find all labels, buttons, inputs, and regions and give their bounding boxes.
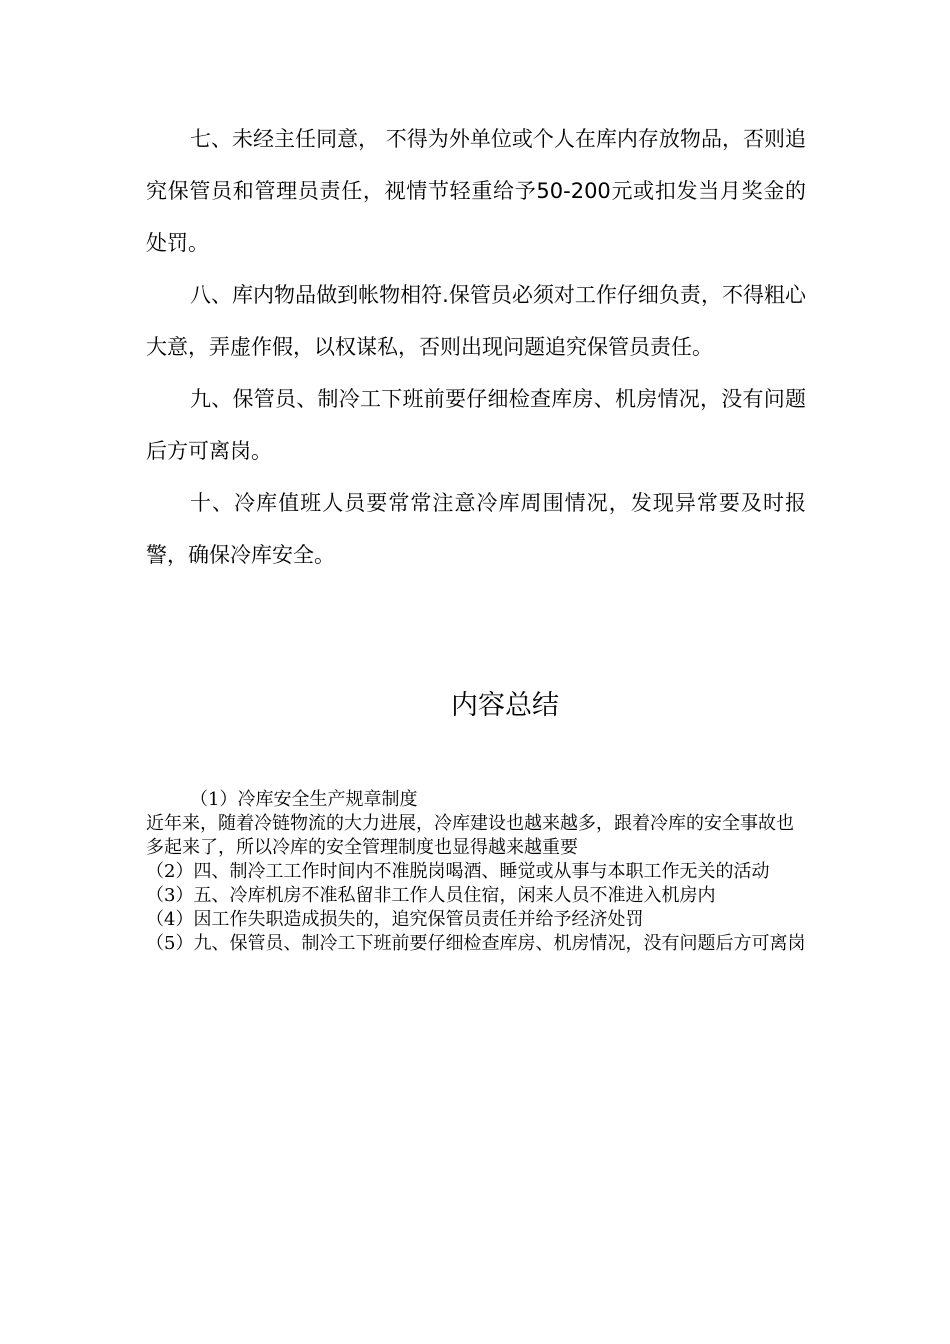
rule-paragraph-10: 十、冷库值班人员要常常注意冷库周围情况，发现异常要及时报警，确保冷库安全。 (146, 491, 806, 567)
rule-paragraph-8: 八、库内物品做到帐物相符.保管员必须对工作仔细负责，不得粗心大意，弄虚作假，以权谋私，否则出现问题追究保管员责任。 (146, 283, 806, 359)
rules-section (146, 113, 806, 581)
summary-item-3: （3）五、冷库机房不准私留非工作人员住宿，闲来人员不准进入机房内 (146, 885, 716, 906)
summary-item-4: （4）因工作失职造成损失的，追究保管员责任并给予经济处罚 (146, 909, 644, 930)
summary-intro: 近年来，随着冷链物流的大力进展，冷库建设也越来越多，跟着冷库的安全事故也多起来了，所以冷库的安全管理制度也显得越来越重要 (146, 813, 794, 858)
summary-title: 内容总结 (451, 690, 559, 721)
summary-item-1: （1）冷库安全生产规章制度 (190, 789, 418, 810)
summary-section (146, 788, 806, 956)
summary-item-2: （2）四、制冷工工作时间内不准脱岗喝酒、睡觉或从事与本职工作无关的活动 (146, 861, 770, 882)
rule-paragraph-7: 七、未经主任同意， 不得为外单位或个人在库内存放物品，否则追究保管员和管理员责任，视情节轻重给予50-200元或扣发当月奖金的处罚。 (146, 127, 806, 255)
rule-paragraph-9: 九、保管员、制冷工下班前要仔细检查库房、机房情况，没有问题后方可离岗。 (146, 387, 806, 463)
summary-item-5: （5）九、保管员、制冷工下班前要仔细检查库房、机房情况，没有问题后方可离岗 (146, 933, 806, 954)
